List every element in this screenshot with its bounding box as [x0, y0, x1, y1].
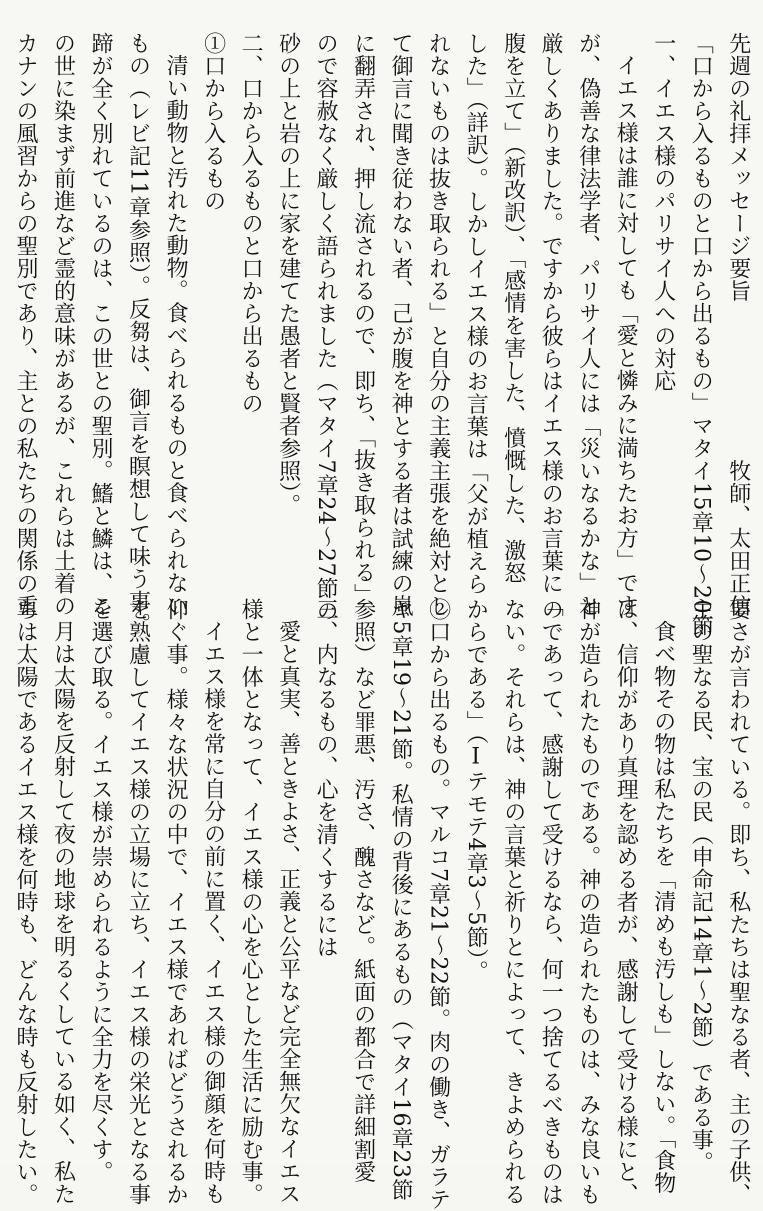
text-column: カナンの風習からの聖別であり、主との私たちの関係の重 — [13, 32, 38, 617]
text-column: した」（詳訳）。しかしイエス様のお言葉は「父が植えら — [463, 32, 489, 595]
text-column: 主の聖なる民、宝の民（申命記14章1～2節）である事。 — [688, 598, 714, 1174]
text-column: 仰ぐ事。様々な状況の中で、イエス様であればどうされるか — [163, 598, 189, 1206]
text-column: を熟慮してイエス様の立場に立ち、イエス様の栄光となる事 — [125, 598, 151, 1206]
text-column: イエス様を常に自分の前に置く、イエス様の御顔を何時も — [200, 620, 226, 1205]
upper-text-block — [13, 32, 751, 637]
text-column: ので容赦なく厳しく語られました（マタイ7章24～27節の — [313, 32, 339, 622]
text-column: 腹を立て」（新改訳）、「感情を害した、憤慨した、激怒 — [500, 32, 526, 584]
text-column: は、信仰があり真理を認める者が、感謝して受ける様にと、 — [613, 598, 639, 1206]
text-column: 先週の礼拝メッセージ要旨 牧師、太田正信 — [725, 32, 751, 617]
text-column: 食べ物その物は私たちを「清めも汚しも」しない。「食物 — [650, 620, 676, 1194]
text-column: 月は太陽を反射して夜の地球を明るくしている如く、私た — [50, 620, 76, 1205]
text-column: もの（レビ記11章参照）。反芻は、御言を瞑想して味う事。 — [125, 32, 151, 635]
text-column: 要さが言われている。即ち、私たちは聖なる者、主の子供、 — [725, 598, 751, 1206]
text-column: 三、内なるもの、心を清くするには — [313, 598, 339, 958]
text-column: からである」（Ⅰテモテ4章3～5節）。 — [463, 598, 489, 983]
text-column: イエス様は誰に対しても「愛と憐みに満ちたお方」です — [613, 54, 639, 617]
text-column: の世に染まず前進など霊的意味があるが、これらは土着の — [50, 32, 76, 617]
text-column: 清い動物と汚れた動物。食べられるものと食べられない — [163, 54, 189, 617]
text-column: 二、口から入るものと口から出るもの — [238, 32, 264, 415]
text-column: 参照）など罪悪、汚さ、醜さなど。紙面の都合で詳細割愛 — [350, 598, 376, 1183]
text-column: 愛と真実、善ときよさ、正義と公平など完全無欠なイエス — [275, 620, 301, 1205]
text-column: に翻弄され、押し流されるので、即ち、「抜き取られる」 — [350, 32, 376, 606]
text-column: 蹄が全く別れているのは、この世との聖別。鰭と鱗は、こ — [88, 32, 114, 617]
text-column: ヤ5章19～21節。私情の背後にあるもの（マタイ16章23節 — [388, 598, 414, 1201]
text-column: ない。それらは、神の言葉と祈りとによって、きよめられる — [500, 598, 526, 1206]
text-column: のであって、感謝して受けるなら、何一つ捨てるべきものは — [538, 598, 564, 1206]
text-column: 神が造られたものである。神の造られたものは、みな良いも — [575, 598, 601, 1206]
text-column: 砂の上と岩の上に家を建てた愚者と賢者参照）。 — [275, 32, 301, 516]
text-column: 「口から入るものと口から出るもの」マタイ15章10～20節 — [688, 32, 714, 637]
text-column: れないものは抜き取られる」と自分の主義主張を絶対とし — [425, 32, 451, 617]
text-column: 一、イエス様のパリサイ人への対応 — [650, 32, 676, 392]
lower-text-block — [13, 598, 751, 1211]
text-column: ②口から出るもの。マルコ7章21～22節。肉の働き、ガラテ — [425, 598, 451, 1211]
text-column: て御言に聞き従わない者、己が腹を神とする者は試練の嵐 — [388, 32, 414, 617]
text-column: が、偽善な律法学者、パリサイ人には「災いなるかな」と — [575, 32, 601, 617]
text-column: ちは太陽であるイエス様を何時も、どんな時も反射したい。 — [13, 598, 38, 1206]
text-column: 厳しくありました。ですから彼らはイエス様のお言葉に「 — [538, 32, 564, 617]
text-column: 様と一体となって、イエス様の心を心とした生活に励む事。 — [238, 598, 264, 1206]
text-column: を選び取る。イエス様が崇められるように全力を尽くす。 — [88, 598, 114, 1183]
text-column: ①口から入るもの — [200, 32, 226, 212]
